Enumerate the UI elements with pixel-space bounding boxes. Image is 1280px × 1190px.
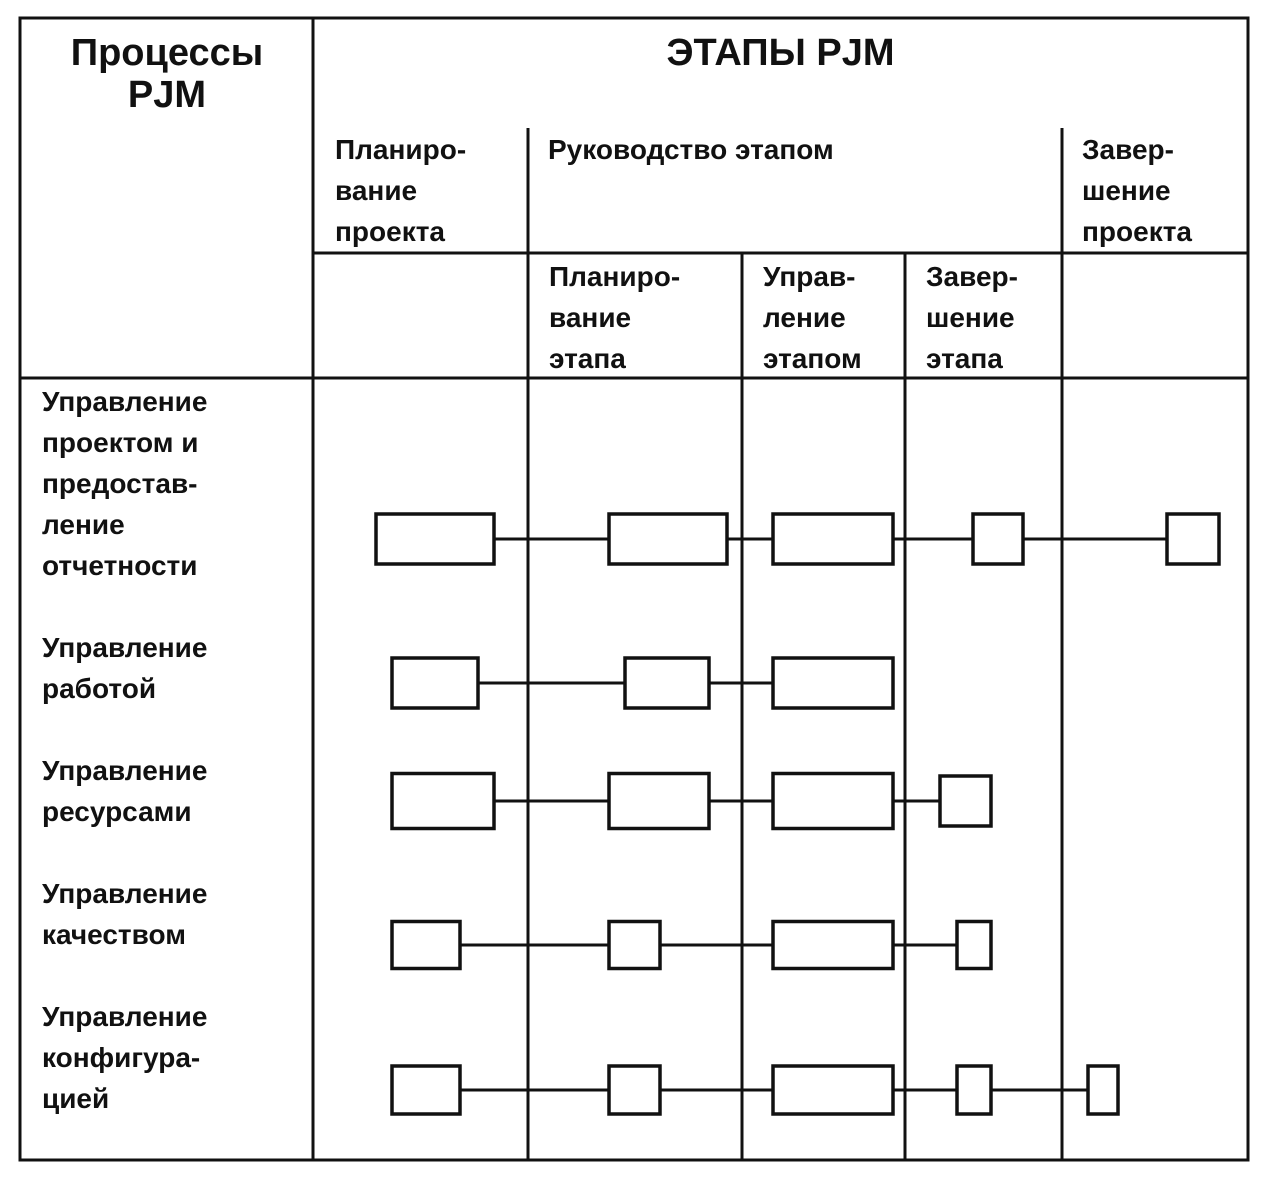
column-header-stage-direction: Руководство этапом — [548, 134, 834, 165]
project-management-activity-box — [973, 514, 1023, 564]
column-header-project-planning: Планиро- вание проекта — [335, 134, 467, 247]
project-management-activity-box — [609, 514, 727, 564]
row-label-configuration-management: Управление конфигура- цией — [42, 1001, 208, 1114]
configuration-management-activity-box — [392, 1066, 460, 1114]
table-border — [20, 18, 1248, 1160]
configuration-management-activity-box — [1088, 1066, 1118, 1114]
resource-management-activity-box — [609, 774, 709, 829]
column-header-stage-planning: Планиро- вание этапа — [549, 261, 681, 374]
row-label-project-management: Управление проектом и предостав- ление отчетности — [42, 386, 208, 581]
work-management-activity-box — [392, 658, 478, 708]
configuration-management-activity-box — [773, 1066, 893, 1114]
column-header-stage-management: Управ- ление этапом — [763, 261, 862, 374]
work-management-activity-box — [773, 658, 893, 708]
quality-management-activity-box — [773, 922, 893, 969]
work-management-activity-box — [625, 658, 709, 708]
project-management-activity-box — [773, 514, 893, 564]
project-management-activity-box — [1167, 514, 1219, 564]
configuration-management-activity-box — [609, 1066, 660, 1114]
processes-title: Процессы PJM — [70, 32, 264, 116]
column-header-stage-closure: Завер- шение этапа — [926, 261, 1018, 374]
configuration-management-activity-box — [957, 1066, 991, 1114]
quality-management-activity-box — [392, 922, 460, 969]
quality-management-activity-box — [957, 922, 991, 969]
quality-management-activity-box — [609, 922, 660, 969]
row-label-resource-management: Управление ресурсами — [42, 755, 208, 827]
project-management-activity-box — [376, 514, 494, 564]
resource-management-activity-box — [773, 774, 893, 829]
column-header-project-closure: Завер- шение проекта — [1082, 134, 1192, 247]
resource-management-activity-box — [940, 776, 991, 826]
row-label-work-management: Управление работой — [42, 632, 208, 704]
resource-management-activity-box — [392, 774, 494, 829]
row-label-quality-management: Управление качеством — [42, 878, 208, 950]
stages-title: ЭТАПЫ PJM — [666, 32, 895, 74]
process-flows — [376, 514, 1219, 1114]
